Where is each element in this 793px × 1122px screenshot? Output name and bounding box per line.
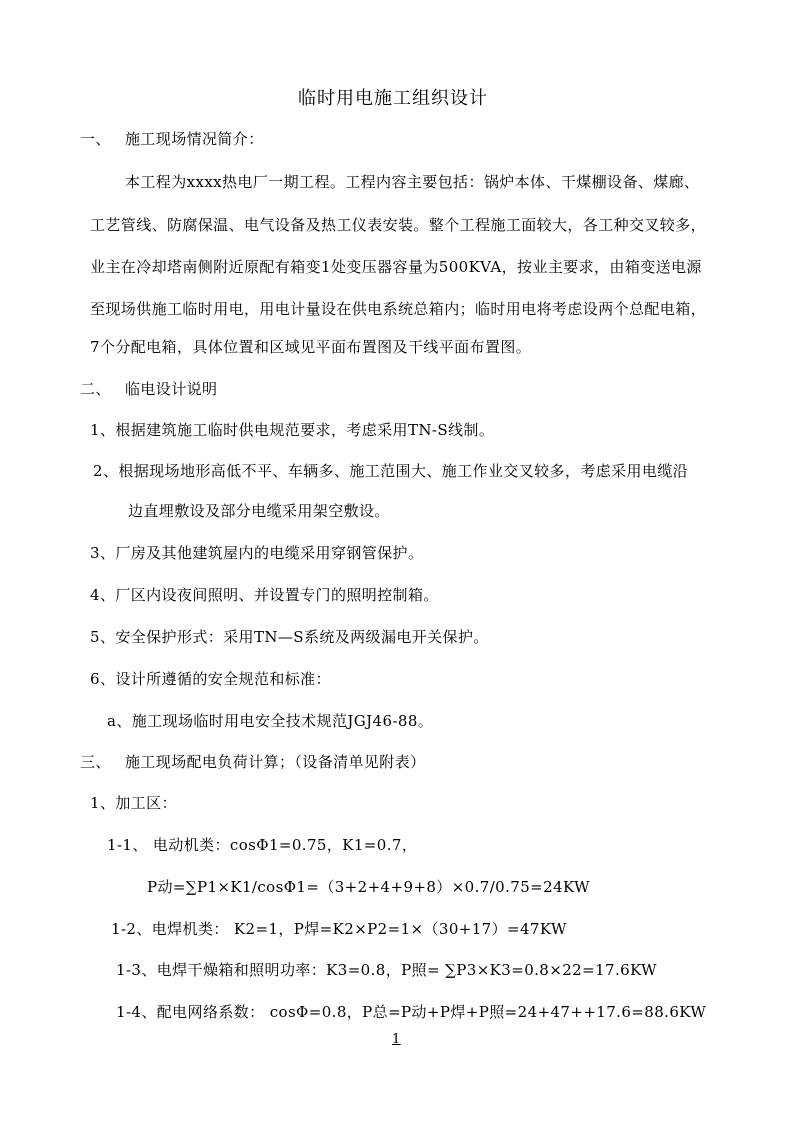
list-item: 1-1、 电动机类：cosΦ1=0.75，K1=0.7， — [107, 836, 418, 854]
formula-line: P动=∑P1×K1/cosΦ1=（3+2+4+9+8）×0.7/0.75=24KW — [147, 878, 590, 896]
list-item: 2、根据现场地形高低不平、车辆多、施工范围大、施工作业交叉较多，考虑采用电缆沿 — [93, 462, 689, 480]
section-heading: 施工现场配电负荷计算；（设备清单见附表） — [125, 753, 426, 771]
list-item: 1、加工区： — [90, 794, 177, 812]
paragraph-line: 至现场供施工临时用电，用电计量设在供电系统总箱内；临时用电将考虑设两个总配电箱， — [90, 300, 707, 318]
section-number: 一、 — [80, 130, 111, 148]
paragraph-line: 7个分配电箱，具体位置和区域见平面布置图及干线平面布置图。 — [90, 338, 532, 356]
list-item: 4、厂区内设夜间照明、并设置专门的照明控制箱。 — [90, 586, 439, 604]
page-title: 临时用电施工组织设计 — [298, 88, 488, 109]
paragraph-line: 业主在冷却塔南侧附近原配有箱变1处变压器容量为500KVA，按业主要求，由箱变送电源 — [90, 258, 702, 276]
list-item: 1-2、电焊机类： K2=1，P焊=K2×P2=1×（30+17）=47KW — [111, 920, 567, 938]
paragraph-line: 工艺管线、防腐保温、电气设备及热工仪表安装。整个工程施工面较大，各工种交叉较多， — [90, 216, 707, 234]
list-item: a、施工现场临时用电安全技术规范JGJ46-88。 — [107, 712, 434, 730]
section-number: 二、 — [80, 380, 111, 398]
section-number: 三、 — [80, 753, 111, 771]
list-item: 5、安全保护形式：采用TN—S系统及两级漏电开关保护。 — [90, 628, 489, 646]
list-item: 1-3、电焊干燥箱和照明功率：K3=0.8，P照= ∑P3×K3=0.8×22=17.6KW — [116, 961, 657, 979]
section-heading: 临电设计说明 — [125, 380, 218, 398]
list-item: 3、厂房及其他建筑屋内的电缆采用穿钢管保护。 — [90, 544, 424, 562]
list-item: 6、设计所遵循的安全规范和标准： — [90, 670, 331, 688]
list-item: 1-4、配电网络系数： cosΦ=0.8，P总=P动+P焊+P照=24+47++17.6=88.6KW — [116, 1003, 707, 1021]
list-item: 边直埋敷设及部分电缆采用架空敷设。 — [128, 502, 390, 520]
page-number: 1 — [392, 1032, 401, 1047]
section-heading: 施工现场情况简介： — [125, 130, 264, 148]
list-item: 1、根据建筑施工临时供电规范要求，考虑采用TN-S线制。 — [90, 421, 495, 439]
paragraph-line: 本工程为xxxx热电厂一期工程。工程内容主要包括：锅炉本体、干煤棚设备、煤廊、 — [125, 173, 700, 191]
